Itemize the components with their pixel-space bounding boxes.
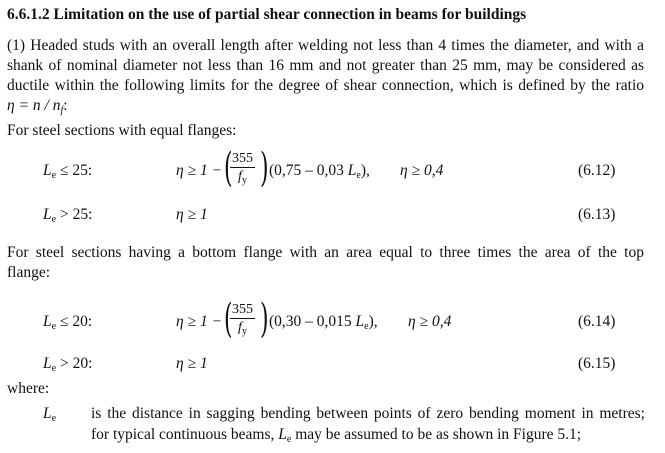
eq612-condition: Le ≤ 25: [43, 162, 93, 181]
section-heading: 6.6.1.2 Limitation on the use of partial shear connection in beams for buildings [7, 6, 527, 23]
eq614-lhs: η ≥ 1 − [176, 313, 223, 330]
eq612-open-paren: ( [224, 145, 233, 191]
eq614-extra: η ≥ 0,4 [408, 313, 452, 330]
ratio-definition: η = n / nf: [7, 97, 68, 116]
eq614-condition: Le ≤ 20: [43, 313, 93, 332]
eq614-open-paren: ( [224, 296, 233, 342]
eq612-tail: (0,75 – 0,03 Le), [269, 162, 370, 181]
equal-flanges-intro: For steel sections with equal flanges: [7, 122, 237, 139]
eq615-number: (6.15) [578, 355, 616, 372]
where-label: where: [7, 380, 50, 397]
eq612-extra: η ≥ 0,4 [400, 162, 444, 179]
para1-line2: shank of nominal diameter not less than 16 mm and not greater than 25 mm, may be considered as [7, 57, 644, 74]
eq612-number: (6.12) [578, 162, 616, 179]
eq615-condition: Le > 20: [43, 355, 93, 374]
eq614-frac-den: $f_y$ [238, 320, 247, 337]
eq612-frac-den: $f_y$ [238, 169, 247, 186]
where-def-line2: for typical continuous beams, Le may be assumed to be as shown in Figure 5.1; [91, 426, 582, 445]
eq614-fraction [230, 302, 255, 337]
eq613-lhs: η ≥ 1 [176, 206, 208, 223]
where-def-line1: is the distance in sagging bending between points of zero bending moment in metres; [91, 405, 645, 422]
eq613-condition: Le > 25: [43, 206, 93, 225]
eq612-close-paren: ) [260, 145, 269, 191]
where-symbol: Le [43, 405, 57, 424]
eq614-tail: (0,30 – 0,015 Le), [269, 313, 378, 332]
eq614-number: (6.14) [578, 313, 616, 330]
eq614-close-paren: ) [260, 296, 269, 342]
para1-line3: ductile within the following limits for the degree of shear connection, which is defined by the ratio [7, 77, 644, 94]
para1-line1: (1) Headed studs with an overall length after welding not less than 4 times the diameter, and with a [7, 37, 644, 54]
eq612-frac-num: 355 [232, 151, 253, 166]
eq612-fraction [230, 151, 255, 186]
eq614-frac-num: 355 [232, 302, 253, 317]
eq612-lhs: η ≥ 1 − [176, 162, 223, 179]
bottom-flange-intro-line2: flange: [7, 264, 51, 281]
bottom-flange-intro-line1: For steel sections having a bottom flange with an area equal to three times the area of the top [7, 244, 644, 261]
eq615-lhs: η ≥ 1 [176, 355, 208, 372]
eq613-number: (6.13) [578, 206, 616, 223]
